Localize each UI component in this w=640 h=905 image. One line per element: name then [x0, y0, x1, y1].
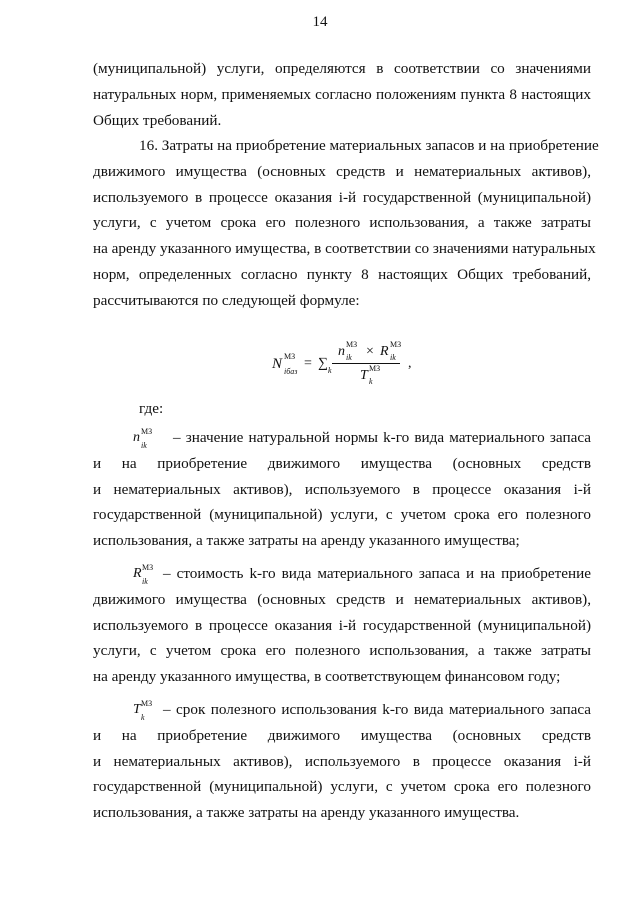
symbol-n-letter: n [133, 430, 140, 445]
text-line [93, 561, 591, 587]
text-line: и на приобретение движимого имущества (основных средств [93, 454, 591, 472]
page-number: 14 [312, 14, 328, 30]
symbol-r-sup: МЗ [142, 563, 154, 572]
symbol-t-letter: T [133, 702, 141, 717]
formula-r-sub: ik [390, 353, 396, 362]
text-line: и нематериальных активов), используемого в процессе оказания i-й [93, 752, 591, 770]
text-line: государственной (муниципальной) услуги, с учетом срока его полезного [93, 778, 591, 796]
text-line: движимого имущества (основных средств и нематериальных активов), [93, 590, 591, 608]
formula [268, 340, 468, 390]
formula-n-sup: МЗ [346, 340, 358, 349]
text-line: норм, определенных согласно пункту 8 настоящих Общих требований, [93, 265, 591, 283]
text-line: и нематериальных активов), используемого в процессе оказания i-й [93, 480, 591, 498]
symbol-n-sup: МЗ [141, 427, 153, 436]
formula-sum: ∑ [318, 356, 328, 371]
formula-comma: , [408, 356, 412, 371]
formula-t-sub: k [369, 377, 373, 386]
formula-sum-sub: k [328, 366, 332, 375]
text-line: использования, а также затраты на аренду указанного имущества. [93, 804, 520, 822]
formula-t: T [360, 368, 368, 383]
text-line: движимого имущества (основных средств и нематериальных активов), [93, 162, 591, 180]
symbol-t-sub: k [141, 713, 145, 722]
text-line [93, 697, 591, 723]
where-label: где: [139, 400, 164, 417]
where-block [93, 396, 591, 422]
formula-lhs-sup: МЗ [284, 352, 296, 361]
text-line: на аренду указанного имущества, в соответствующем финансовом году; [93, 668, 561, 686]
formula-n-sub: ik [346, 353, 352, 362]
text-line: используемого в процессе оказания i-й государственной (муниципальной) [93, 616, 591, 634]
text-line: услуги, с учетом срока его полезного использования, а также затраты [93, 214, 591, 232]
text-line: 16. Затраты на приобретение материальных запасов и на приобретение [139, 137, 599, 154]
formula-r: R [380, 344, 389, 359]
symbol-r-sub: ik [142, 577, 148, 586]
definition-n [93, 425, 591, 554]
text-line: государственной (муниципальной) услуги, с учетом срока его полезного [93, 506, 591, 524]
text-line: использования, а также затраты на аренду указанного имущества; [93, 532, 520, 550]
symbol-t [133, 697, 153, 723]
formula-n: n [338, 344, 345, 359]
symbol-t-sup: МЗ [141, 699, 153, 708]
text-line: на аренду указанного имущества, в соответствии со значениями натуральных [93, 240, 596, 258]
definition-r [93, 561, 591, 690]
intro-paragraph [93, 56, 591, 133]
text-line: (муниципальной) услуги, определяются в соответствии со значениями [93, 60, 591, 77]
text-line [93, 425, 591, 451]
symbol-r-letter: R [133, 566, 142, 581]
text-line: и на приобретение движимого имущества (основных средств [93, 726, 591, 744]
formula-r-sup: МЗ [390, 340, 402, 349]
paragraph-16 [93, 133, 599, 314]
symbol-r [133, 561, 154, 587]
definition-text: – значение натуральной нормы k-го вида материального запаса [173, 429, 591, 446]
text-line: рассчитываются по следующей формуле: [93, 291, 360, 309]
text-line: услуги, с учетом срока его полезного использования, а также затраты [93, 642, 591, 660]
symbol-n [133, 425, 153, 451]
formula-lhs: N [272, 356, 283, 372]
symbol-n-sub: ik [141, 441, 147, 450]
formula-equals: = [304, 356, 312, 371]
formula-t-sup: МЗ [369, 364, 381, 373]
definition-t [93, 697, 591, 826]
text-line: Общих требований. [93, 111, 222, 129]
formula-times: × [366, 344, 374, 359]
text-line: натуральных норм, применяемых согласно положениям пункта 8 настоящих [93, 85, 591, 103]
formula-lhs-sub: iбаз [284, 367, 298, 376]
fraction-bar [332, 363, 400, 364]
text-line: используемого в процессе оказания i-й государственной (муниципальной) [93, 188, 591, 206]
definition-text: – стоимость k-го вида материального запаса и на приобретение [163, 565, 591, 582]
definition-text: – срок полезного использования k-го вида материального запаса [163, 701, 591, 718]
